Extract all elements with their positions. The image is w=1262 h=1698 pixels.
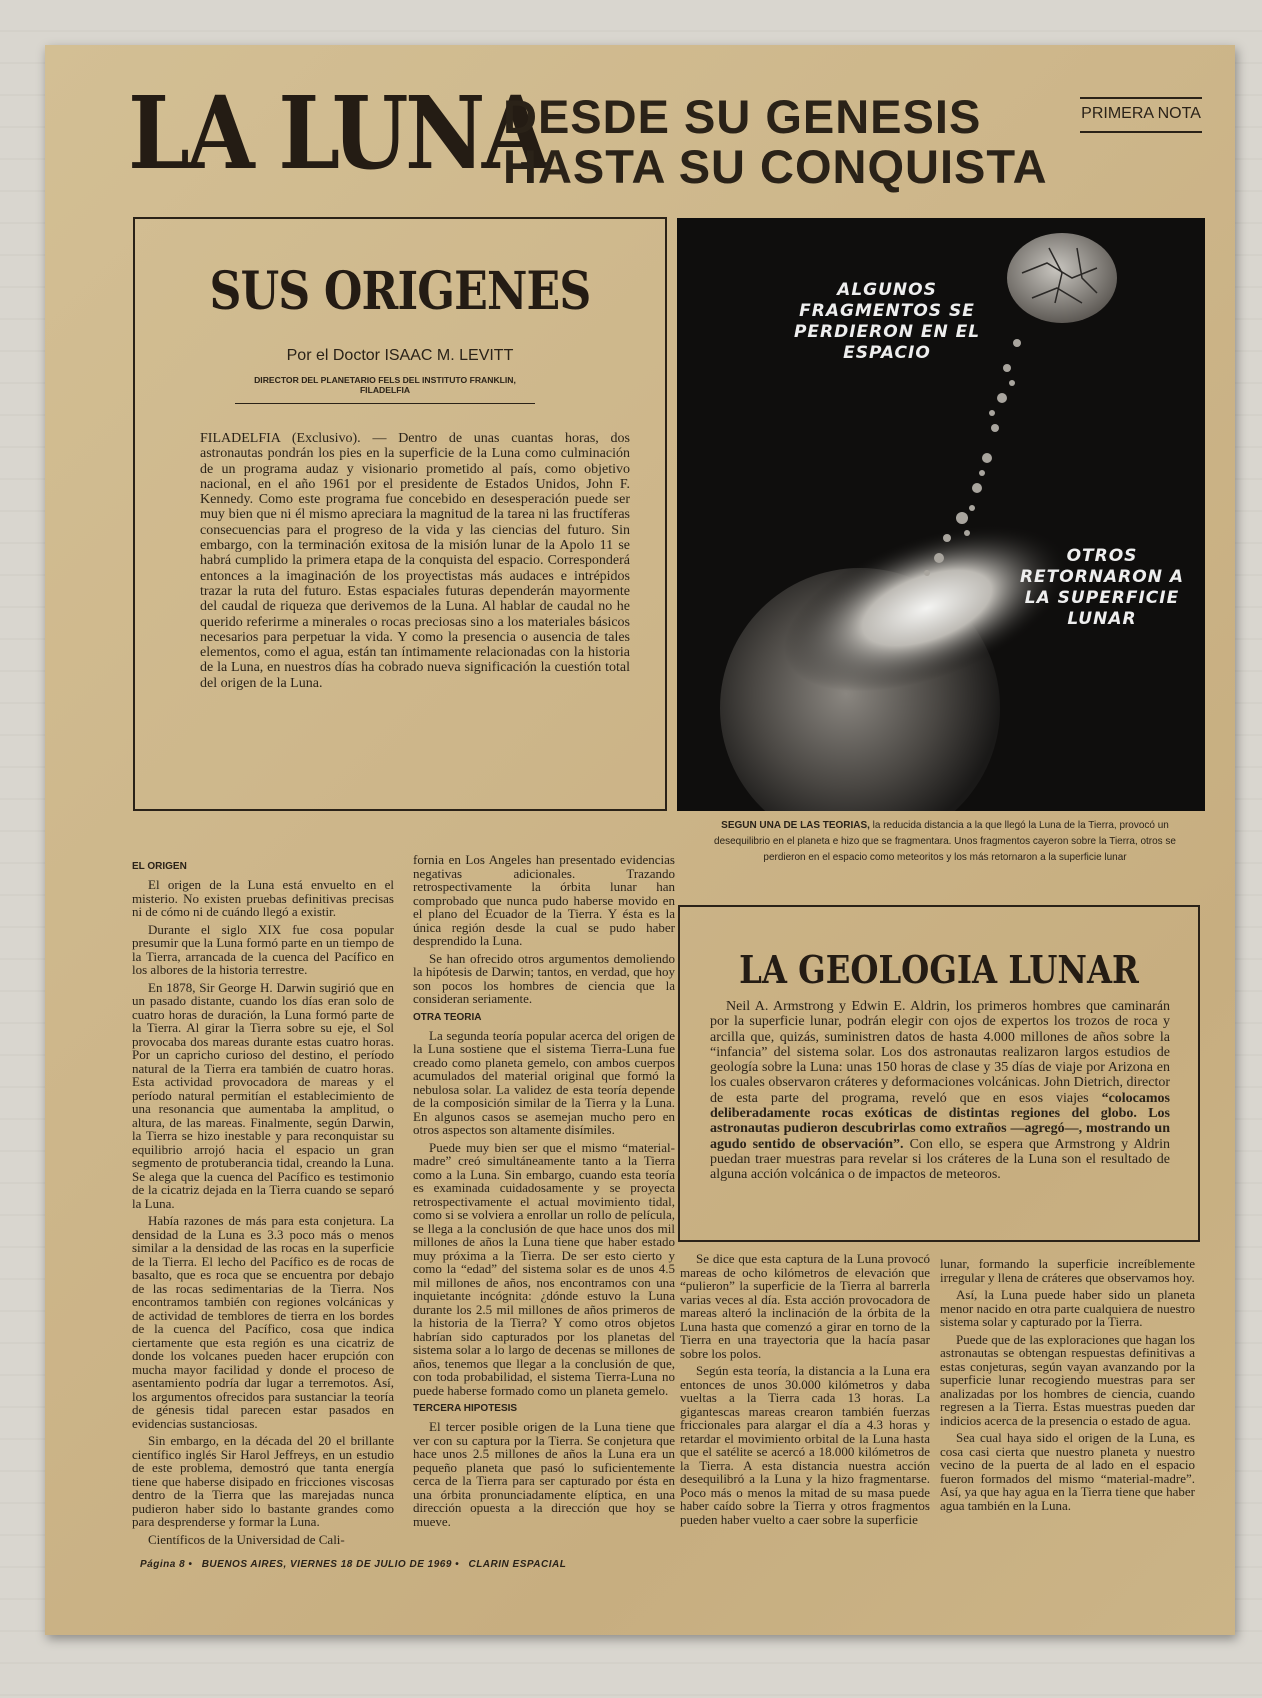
col2-paragraph: fornia en Los Angeles han presentado evidencias negativas adicionales. Trazando retrospectivamente la órbita lunar han comprobado que nunca pudo haberse movido en el plano del Ecuador de la Tierra. Y ésta es la única región desde la cual se pudo haber desprendido la Luna. <box>413 852 675 948</box>
column-3 <box>680 1252 930 1530</box>
footer-place-date: BUENOS AIRES, VIERNES 18 DE JULIO DE 1969 • <box>201 1559 460 1570</box>
col2-paragraph: El tercer posible origen de la Luna tiene que ver con su captura por la Tierra. Se conjetura que hace unos 2.5 millones de años la Luna era un pequeño planeta que pasó lo suficientemente cerca de la Tierra para ser capturado por ésta en una órbita pronunciadamente elíptica, en una dirección opuesta a la dirección que hoy se mueve. <box>413 1419 675 1529</box>
byline: Por el Doctor ISAAC M. LEVITT <box>286 347 514 364</box>
col1-paragraph: Había razones de más para esta conjetura. La densidad de la Luna es 3.3 poco más o menos similar a la densidad de las rocas en la superficie de la Tierra. El lecho del Pacífico es de rocas de basalto, que es roca que se encuentra por debajo de las rocas sedimentarias de la Tierra. Nos encontramos también con regiones volcánicas y de actividad de temblores de tierra en los bordes de la cuenca del Pacífico, cosa que indica ciertamente que esta región es una cicatriz de donde los volcanes pueden hacer erupción con mucha mayor facilidad y donde el proceso de asentamiento podría dar lugar a terremotos. Así, los argumentos ofrecidos para sustanciar la teoría de génesis tidal parecen estar pasados en evidencias sustanciosas. <box>132 1213 394 1431</box>
masthead-subtitle-line1: DESDE SU GENESIS <box>503 90 982 143</box>
footer-section: CLARIN ESPACIAL <box>468 1559 567 1570</box>
masthead-title: LA LUNA <box>128 74 547 192</box>
col2-paragraph: Se han ofrecido otros argumentos demoliendo la hipótesis de Darwin; tantos, en verdad, que hoy son pocos los hombres de ciencia que la consideran seriamente. <box>413 950 675 1006</box>
intro-paragraph: FILADELFIA (Exclusivo). — Dentro de unas cuantas horas, dos astronautas pondrán los pies en la superficie de la Luna como culminación de un programa audaz y visionario prometido al país, como objetivo nacional, en el año 1961 por el presidente de Estados Unidos, John F. Kennedy. Como este programa fue concebido en desesperación puede ser muy bien que ni él mismo apreciara la magnitud de la tarea ni las fructíferas consecuencias para el progreso de la vida y las ciencias del futuro. Sin embargo, con la terminación exitosa de la misión lunar de la Apolo 11 se habrá cumplido la primera etapa de la conquista del espacio. Corresponderá entonces a la imaginación de los proyectistas más audaces e intrépidos trazar la ruta del futuro. Estas espaciales futuras dependerán mayormente del caudal de riqueza que derivemos de la Luna. Al hablar de caudal no he querido referirme a minerales o rocas preciosas sino a los materiales básicos necesarios para perpetuar la vida. Y como la presencia o ausencia de tales elementos, como el agua, están tan íntimamente relacionadas con la historia de la Luna, en nuestros días ha cobrado nueva significación la cuestión total del origen de la Luna. <box>200 431 630 691</box>
section-head-otra-teoria: OTRA TEORIA <box>413 1011 482 1023</box>
photo-label-bottom: OTROS RETORNARON A LA SUPERFICIE LUNAR <box>1019 546 1185 629</box>
photo-label-top: ALGUNOS FRAGMENTOS SE PERDIERON EN EL ESPACIO <box>793 280 981 363</box>
photo-caption-rest: la reducida distancia a la que llegó la Luna de la Tierra, provocó un desequilibrio en el planeta e hizo que se fragmentara. Unos fragmentos cayeron sobre la Tierra, otros se perdieron en el espacio como meteoritos y los más retornaron a la superficie lunar <box>714 819 1176 863</box>
newspaper-page <box>45 45 1235 1635</box>
photo-caption-lead: SEGUN UNA DE LAS TEORIAS, <box>721 819 870 831</box>
col1-paragraph: Sin embargo, en la década del 20 el brillante científico inglés Sir Harol Jeffreys, en un estudio de este problema, demostró que tanta energía tiene que haberse disipado en fricciones viscosas dentro de la Tierra que las marejadas nunca pudieron haber sido lo bastante grandes como para desprenderse y formar la Luna. <box>132 1433 394 1529</box>
col1-paragraph: En 1878, Sir George H. Darwin sugirió que en un pasado distante, cuando los días eran solo de cuatro horas de duración, la Luna formó parte de la Tierra. Al girar la Tierra sobre su eje, el Sol provocaba dos mareas durante estas cuatro horas. Por un capricho curioso del destino, el período natural de la Tierra era también de cuatro horas. Esta actividad provocadora de mareas y el período natural permitían el establecimiento de una resonancia que aumentaba la amplitud, o altura, de las mareas. Finalmente, según Darwin, la Tierra se hizo inestable y para reconquistar su equilibrio arrojó hacia el espacio un gran segmento de protuberancia tidal, creando la Luna. Se alega que la cuenca del Pacífico es testimonio de la cicatriz dejada en la Tierra cuando se separó la Luna. <box>132 979 394 1211</box>
page-footer <box>140 1559 572 1570</box>
col1-paragraph: Científicos de la Universidad de Cali- <box>148 1531 345 1547</box>
geology-title: LA GEOLOGIA LUNAR <box>739 947 1139 992</box>
masthead-subtitle-line2: HASTA SU CONQUISTA <box>503 140 1048 193</box>
byline-role: DIRECTOR DEL PLANETARIO FELS DEL INSTITUTO FRANKLIN, FILADELFIA <box>235 375 535 404</box>
geology-text-end: Con ello, se espera que Armstrong y Aldrin puedan traer muestras para revelar si los cráteres de la Luna son el resultado de alguna acción volcánica o de impactos de meteoros. <box>710 1136 1170 1183</box>
col4-paragraph: lunar, formando la superficie increíblemente irregular y llena de cráteres que observamos hoy. <box>940 1256 1195 1285</box>
col4-paragraph: Puede que de las exploraciones que hagan los astronautas se obtengan respuestas definitivas a estas conjeturas, según vayan avanzando por la superficie lunar recogiendo muestras para ser analizadas por los hombres de ciencia, cuando regresen a la Tierra. Estas muestras pueden dar indicios acerca de la presencia o estado de agua. <box>940 1331 1195 1428</box>
section-head-origen: EL ORIGEN <box>132 861 187 872</box>
geology-quote: “colocamos deliberadamente rocas exóticas de distintas regiones del globo. Los astronautas pudieron descubrirlas como extraños —agregó—, mostrando un agudo sentido de observación”. <box>710 1090 1170 1152</box>
col4-paragraph: Sea cual haya sido el origen de la Luna, es cosa casi cierta que nuestro planeta y nuestro vecino de la puerta de al lado en el espacio fueron formados del mismo “material-madre”. Así, ya que hay agua en la Tierra tiene que haber agua también en la Luna. <box>940 1430 1195 1513</box>
col2-paragraph: Puede muy bien ser que el mismo “material-madre” creó simultáneamente tanto a la Tierra como a la Luna. Sin embargo, cuando esta teoría es examinada cuidadosamente y se proyecta retrospectivamente el actual movimiento tidal, como si se volviera a enrollar un rollo de película, se llega a la conclusión de que hace unos dos mil millones de años la Luna tiene que haber estado muy próxima a la Tierra. De ser esto cierto y como la “edad” del sistema solar es de unos 4.5 mil millones de años, nos encontramos con una inquietante incógnita: ¿dónde estuvo la Luna durante los 2.5 mil millones de años primeros de la historia de la Tierra? Y como otros objetos habrían sido capturados por los planetas del sistema solar a lo largo de decenas se millones de años, tenemos que llegar a la conclusión de que, con toda probabilidad, el sistema Tierra-Luna no puede haberse formado como un planeta gemelo. <box>413 1139 675 1398</box>
footer-page: Página 8 • <box>140 1559 193 1570</box>
col1-paragraph: El origen de la Luna está envuelto en el misterio. No existen pruebas definitivas precisas ni de cómo ni de cuándo llegó a existir. <box>132 877 394 919</box>
photo-caption <box>708 817 1183 865</box>
col3-paragraph: Según esta teoría, la distancia a la Luna era entonces de unos 30.000 kilómetros y daba vueltas a la Tierra cada 13 horas. La gigantescas mareas crearon también fuerzas friccionales para alargar el día a 4.3 horas y retardar el movimiento orbital de la Luna hasta que el satélite se acercó a 18.000 kilómetros de la Tierra. A esta distancia nuestra acción desequilibró a la Luna y la hizo fragmentarse. Poco más o menos la mitad de su masa puede haber caído sobre la Tierra y otros fragmentos pueden haber vuelto a caer sobre la superficie <box>680 1363 930 1527</box>
origins-box <box>133 217 667 811</box>
col3-paragraph: Se dice que esta captura de la Luna provocó mareas de ocho kilómetros de elevación que “pulieron” la superficie de la Tierra al barrerla varias veces al día. Esta acción provocadora de mareas alteró la inclinación de la órbita de la Luna hasta que comenzó a girar en torno de la Tierra en una trayectoria que la hacía pasar sobre los polos. <box>680 1251 930 1361</box>
col1-paragraph: Durante el siglo XIX fue cosa popular presumir que la Luna formó parte en un tiempo de la Tierra, arrancada de la cuenca del Pacífico en los albores de la historia terrestre. <box>132 921 394 977</box>
origins-title: SUS ORIGENES <box>209 261 591 322</box>
column-1 <box>132 855 394 1550</box>
series-tag: PRIMERA NOTA <box>1080 97 1202 133</box>
intro-text <box>200 431 630 695</box>
geology-text <box>710 999 1170 1187</box>
geology-box <box>678 905 1200 1242</box>
section-head-tercera-hipotesis: TERCERA HIPOTESIS <box>413 1403 518 1414</box>
col2-paragraph: La segunda teoría popular acerca del origen de la Luna sostiene que el sistema Tierra-Luna fue creado como planeta gemelo, con ambos cuerpos acumulados del material original que formó la nebulosa solar. La validez de esta teoría depende de la composición similar de la Tierra y la Luna. En algunos casos se asemejan mucho pero en otros aspectos son altamente disímiles. <box>413 1027 675 1137</box>
column-2 <box>413 853 675 1532</box>
geology-paragraph <box>710 999 1170 1183</box>
col4-paragraph: Así, la Luna puede haber sido un planeta menor nacido en otra parte cualquiera de nuestro sistema solar y capturado por la Tierra. <box>940 1287 1195 1329</box>
geology-text-start: Neil A. Armstrong y Edwin E. Aldrin, los primeros hombres que caminarán por la superficie lunar, podrán elegir con ojos de expertos los trozos de roca y arcilla que, quizás, suministren datos de hasta 4.000 millones de años sobre la “infancia” del sistema solar. Los dos astronautas realizaron largos estudios de geología sobre la Luna: unas 150 horas de clase y 35 días de viaje por Arizona en los cuales observaron cráteres y deformaciones volcánicas. John Dietrich, director de esta parte del programa, reveló que en esos viajes <box>710 999 1170 1106</box>
moon-illustration <box>677 218 1205 811</box>
column-4 <box>940 1257 1195 1516</box>
